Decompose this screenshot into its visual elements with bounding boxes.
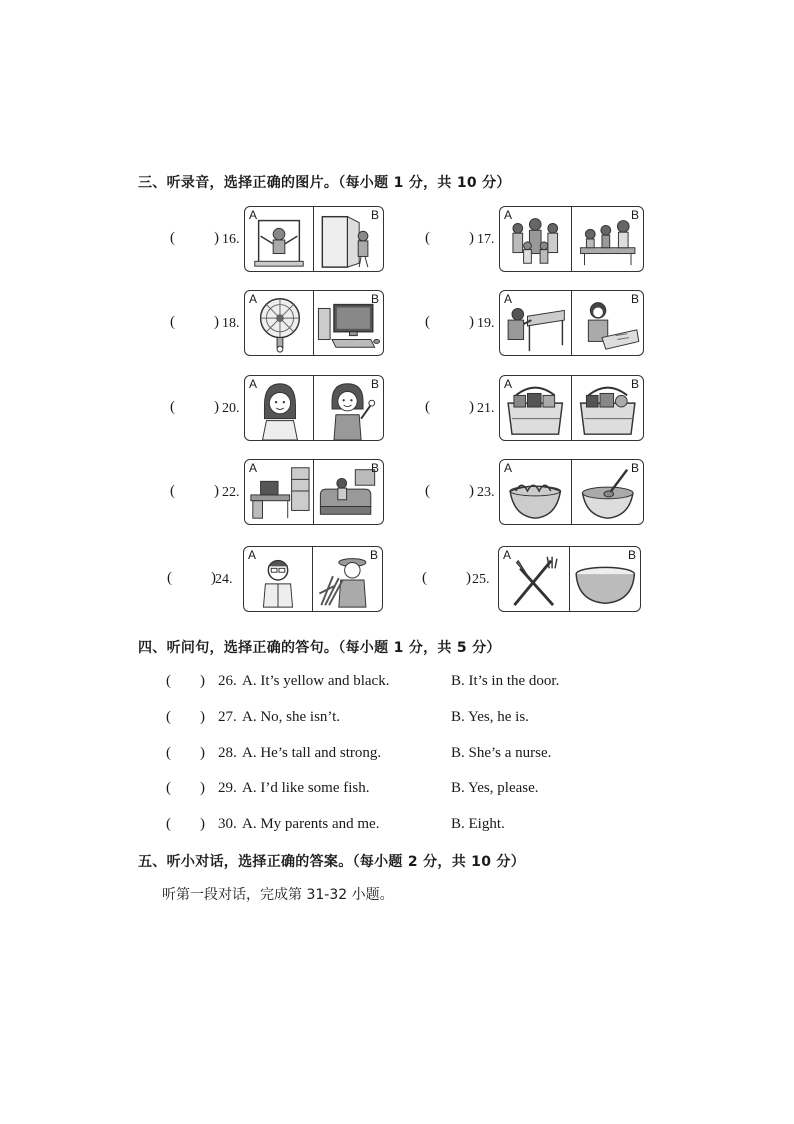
option-a-image[interactable] [244, 547, 313, 611]
picture-pair-box [243, 546, 383, 612]
answer-blank-open[interactable]: ( [170, 314, 175, 330]
answer-blank-close: ) [466, 570, 471, 586]
option-b[interactable]: B. She’s a nurse. [451, 745, 552, 761]
option-b-image[interactable] [314, 376, 383, 440]
question-number: 27. [218, 709, 237, 725]
option-b-label: B [630, 377, 639, 391]
item-number: 23. [477, 485, 495, 500]
option-b[interactable]: B. Yes, please. [451, 780, 539, 796]
option-a-image[interactable] [245, 207, 314, 271]
option-a-image[interactable] [500, 376, 572, 440]
option-b-image[interactable] [314, 460, 383, 524]
option-a-image[interactable] [500, 460, 572, 524]
picture-pair-box [244, 206, 384, 272]
answer-blank-close: ) [200, 745, 205, 761]
answer-blank-close: ) [200, 709, 205, 725]
option-a-label: A [504, 461, 513, 475]
option-b-label: B [369, 548, 378, 562]
item-number: 25. [472, 572, 490, 587]
answer-blank-close: ) [200, 816, 205, 832]
section5-instruction: 听第一段对话，完成第 31-32 小题。 [162, 887, 394, 903]
option-b-image[interactable] [314, 291, 383, 355]
question-number: 26. [218, 673, 237, 689]
option-a-image[interactable] [500, 207, 572, 271]
answer-blank-open[interactable]: ( [166, 673, 171, 689]
answer-blank-open[interactable]: ( [425, 399, 430, 415]
option-a-label: A [504, 377, 513, 391]
option-b-image[interactable] [572, 376, 644, 440]
picture-row-3 [0, 375, 794, 445]
option-b-label: B [370, 461, 379, 475]
answer-blank-close: ) [214, 483, 219, 499]
option-a-label: A [504, 292, 513, 306]
option-b-image[interactable] [572, 460, 644, 524]
section5-title: 五、听小对话，选择正确的答案。（每小题 2 分，共 10 分） [138, 854, 526, 870]
item-number: 21. [477, 401, 495, 416]
answer-blank-close: ) [214, 399, 219, 415]
option-a-image[interactable] [499, 547, 570, 611]
option-b-image[interactable] [572, 207, 644, 271]
answer-blank-open[interactable]: ( [166, 816, 171, 832]
option-a[interactable]: A. It’s yellow and black. [242, 673, 390, 689]
option-a-label: A [249, 292, 258, 306]
option-a[interactable]: A. I’d like some fish. [242, 780, 370, 796]
answer-blank-close: ) [200, 673, 205, 689]
answer-blank-close: ) [469, 399, 474, 415]
picture-pair-box [244, 459, 384, 525]
picture-pair-box [498, 546, 641, 612]
answer-blank-open[interactable]: ( [425, 230, 430, 246]
item-number: 20. [222, 401, 240, 416]
option-a-image[interactable] [245, 376, 314, 440]
option-b[interactable]: B. It’s in the door. [451, 673, 560, 689]
question-26 [166, 673, 726, 697]
option-a-label: A [503, 548, 512, 562]
question-30 [166, 816, 726, 840]
picture-pair-box [499, 290, 644, 356]
question-29 [166, 780, 726, 804]
option-b-label: B [370, 292, 379, 306]
section3-title: 三、听录音，选择正确的图片。（每小题 1 分，共 10 分） [138, 175, 511, 191]
picture-row-5 [0, 546, 794, 616]
answer-blank-close: ) [214, 230, 219, 246]
picture-pair-box [244, 290, 384, 356]
option-a-label: A [249, 461, 258, 475]
option-b-image[interactable] [314, 207, 383, 271]
picture-pair-box [244, 375, 384, 441]
answer-blank-close: ) [214, 314, 219, 330]
option-b-label: B [370, 377, 379, 391]
answer-blank-open[interactable]: ( [425, 314, 430, 330]
picture-pair-box [499, 206, 644, 272]
option-b-image[interactable] [313, 547, 382, 611]
answer-blank-close: ) [200, 780, 205, 796]
option-b[interactable]: B. Eight. [451, 816, 505, 832]
option-a[interactable]: A. He’s tall and strong. [242, 745, 382, 761]
option-b[interactable]: B. Yes, he is. [451, 709, 529, 725]
answer-blank-open[interactable]: ( [425, 483, 430, 499]
answer-blank-open[interactable]: ( [166, 745, 171, 761]
answer-blank-close: ) [211, 570, 216, 586]
picture-pair-box [499, 459, 644, 525]
answer-blank-close: ) [469, 230, 474, 246]
question-number: 29. [218, 780, 237, 796]
answer-blank-open[interactable]: ( [170, 483, 175, 499]
picture-row-2 [0, 290, 794, 360]
option-b-label: B [630, 292, 639, 306]
picture-row-1 [0, 206, 794, 276]
option-a-label: A [249, 208, 258, 222]
question-28 [166, 745, 726, 769]
answer-blank-open[interactable]: ( [166, 780, 171, 796]
section4-title: 四、听问句，选择正确的答句。（每小题 1 分，共 5 分） [138, 640, 501, 656]
item-number: 16. [222, 232, 240, 247]
option-a-image[interactable] [500, 291, 572, 355]
option-a-label: A [249, 377, 258, 391]
item-number: 19. [477, 316, 495, 331]
item-number: 18. [222, 316, 240, 331]
option-a-label: A [248, 548, 257, 562]
answer-blank-open[interactable]: ( [166, 709, 171, 725]
option-a-image[interactable] [245, 291, 314, 355]
answer-blank-close: ) [469, 483, 474, 499]
option-a-label: A [504, 208, 513, 222]
answer-blank-open[interactable]: ( [167, 570, 172, 586]
question-number: 28. [218, 745, 237, 761]
question-27 [166, 709, 726, 733]
answer-blank-open[interactable]: ( [422, 570, 427, 586]
item-number: 24. [215, 572, 233, 587]
answer-blank-open[interactable]: ( [170, 399, 175, 415]
item-number: 22. [222, 485, 240, 500]
option-b-label: B [627, 548, 636, 562]
answer-blank-close: ) [469, 314, 474, 330]
picture-row-4 [0, 459, 794, 529]
option-b-label: B [630, 461, 639, 475]
picture-pair-box [499, 375, 644, 441]
question-number: 30. [218, 816, 237, 832]
option-b-label: B [370, 208, 379, 222]
option-b-label: B [630, 208, 639, 222]
option-b-image[interactable] [572, 291, 644, 355]
item-number: 17. [477, 232, 495, 247]
answer-blank-open[interactable]: ( [170, 230, 175, 246]
option-b-image[interactable] [570, 547, 641, 611]
option-a[interactable]: A. My parents and me. [242, 816, 380, 832]
option-a-image[interactable] [245, 460, 314, 524]
option-a[interactable]: A. No, she isn’t. [242, 709, 341, 725]
